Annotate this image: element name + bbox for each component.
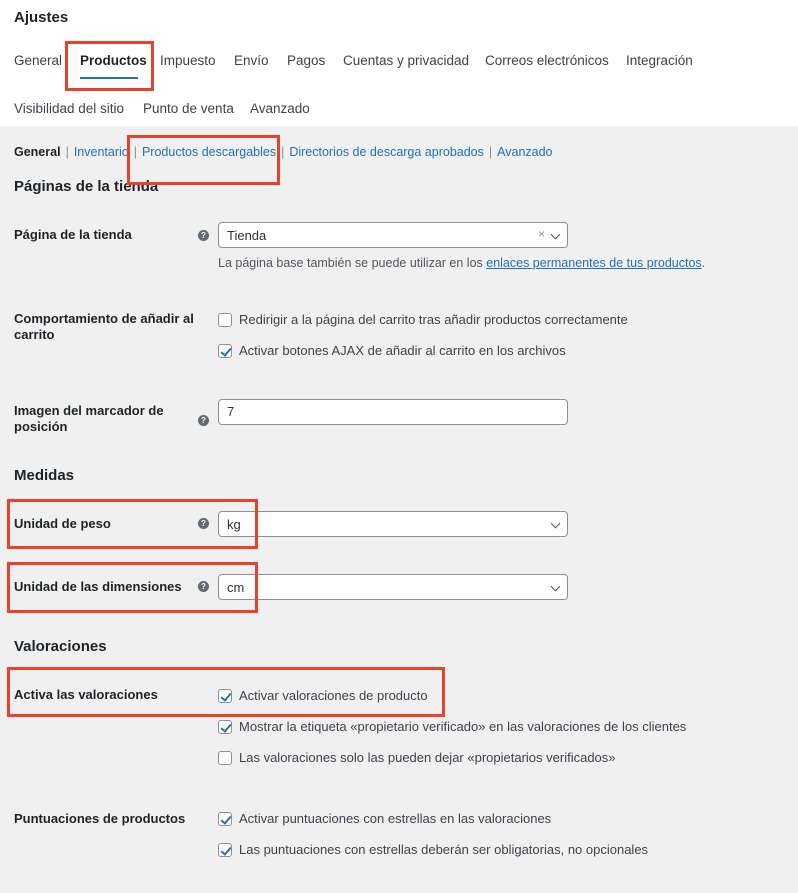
checkbox-checked[interactable]	[218, 689, 232, 703]
checkbox-star-ratings-required[interactable]	[218, 842, 648, 857]
help-icon[interactable]: ?	[198, 415, 209, 426]
checkbox-star-ratings[interactable]	[218, 811, 551, 826]
subnav-inventario[interactable]: Inventario	[73, 145, 129, 159]
checkbox-verified-owners-only[interactable]	[218, 750, 616, 765]
label-product-ratings: Puntuaciones de productos	[14, 811, 186, 826]
label-shop-page: Página de la tienda	[14, 227, 132, 242]
checkbox-checked[interactable]	[218, 720, 232, 734]
heading-measurements: Medidas	[14, 467, 75, 484]
weight-unit-select[interactable]	[218, 511, 568, 537]
tab-general[interactable]: General	[14, 53, 63, 68]
checkbox-label: Redirigir a la página del carrito tras añadir productos correctamente	[239, 312, 628, 327]
tab-visibilidad[interactable]: Visibilidad del sitio	[14, 101, 125, 116]
subnav-current-general: General	[14, 145, 61, 159]
checkbox-verified-owner-label[interactable]	[218, 719, 686, 734]
tab-productos[interactable]: Productos	[80, 53, 147, 68]
checkbox-checked[interactable]	[218, 344, 232, 358]
label-weight-unit: Unidad de peso	[14, 516, 111, 531]
dimensions-unit-value: cm	[227, 580, 245, 595]
heading-shop-pages: Páginas de la tienda	[14, 178, 159, 195]
label-dimensions-unit: Unidad de las dimensiones	[14, 579, 182, 594]
weight-unit-value: kg	[227, 517, 241, 532]
chevron-down-icon	[551, 230, 561, 240]
tab-integracion[interactable]: Integración	[626, 53, 693, 68]
label-enable-reviews: Activa las valoraciones	[14, 687, 158, 702]
page-title: Ajustes	[14, 9, 69, 26]
help-icon[interactable]: ?	[198, 581, 209, 592]
placeholder-image-input[interactable]: 7	[218, 399, 568, 425]
checkbox-label: Activar valoraciones de producto	[239, 688, 428, 703]
label-add-to-cart: Comportamiento de añadir al carrito	[14, 311, 194, 342]
tab-envio[interactable]: Envío	[234, 53, 269, 68]
chevron-down-icon	[551, 519, 561, 529]
help-icon[interactable]: ?	[198, 230, 209, 241]
tab-cuentas-privacidad[interactable]: Cuentas y privacidad	[343, 53, 470, 68]
dimensions-unit-select[interactable]	[218, 574, 568, 600]
shop-page-value: Tienda	[227, 228, 267, 243]
tab-avanzado[interactable]: Avanzado	[250, 101, 310, 116]
tab-pagos[interactable]: Pagos	[287, 53, 326, 68]
subnav-directorios-descarga[interactable]: Directorios de descarga aprobados	[289, 145, 484, 159]
checkbox-label: Activar botones AJAX de añadir al carrito en los archivos	[239, 343, 566, 358]
shop-page-description	[218, 256, 705, 270]
settings-header	[0, 0, 798, 126]
label-placeholder-image: Imagen del marcador de posición	[14, 403, 164, 434]
checkbox-label: Mostrar la etiqueta «propietario verificado» en las valoraciones de los clientes	[239, 719, 687, 734]
checkbox-label: Las valoraciones solo las pueden dejar «propietarios verificados»	[239, 750, 616, 765]
description-text: La página base también se puede utilizar en los	[218, 256, 487, 270]
heading-reviews: Valoraciones	[14, 638, 107, 655]
subnav-avanzado[interactable]: Avanzado	[497, 145, 553, 159]
subnav-separator: |	[488, 145, 493, 159]
clear-icon[interactable]: ×	[537, 227, 545, 241]
subnav-productos-descargables[interactable]: Productos descargables	[141, 145, 277, 159]
checkbox-enable-reviews[interactable]	[218, 688, 428, 703]
checkbox-ajax-add-to-cart[interactable]	[218, 343, 566, 358]
checkbox[interactable]	[218, 313, 232, 327]
help-icon[interactable]: ?	[198, 518, 209, 529]
checkbox-label: Las puntuaciones con estrellas deberán ser obligatorias, no opcionales	[239, 842, 649, 857]
checkbox-label: Activar puntuaciones con estrellas en las valoraciones	[239, 811, 552, 826]
tab-correos[interactable]: Correos electrónicos	[485, 53, 609, 68]
checkbox-checked[interactable]	[218, 843, 232, 857]
subnav-separator: |	[281, 145, 285, 159]
subnav-separator: |	[65, 145, 69, 159]
checkbox-checked[interactable]	[218, 812, 232, 826]
section-subnav	[14, 145, 553, 159]
checkbox[interactable]	[218, 751, 232, 765]
subnav-separator: |	[133, 145, 137, 159]
permalinks-link[interactable]: enlaces permanentes de tus productos	[486, 256, 702, 270]
active-tab-underline	[80, 77, 138, 79]
shop-page-select[interactable]	[218, 222, 568, 248]
tab-impuesto[interactable]: Impuesto	[160, 53, 216, 68]
tab-punto-venta[interactable]: Punto de venta	[143, 101, 234, 116]
description-suffix: .	[701, 256, 706, 270]
chevron-down-icon	[551, 582, 561, 592]
checkbox-redirect-cart[interactable]	[218, 312, 628, 327]
